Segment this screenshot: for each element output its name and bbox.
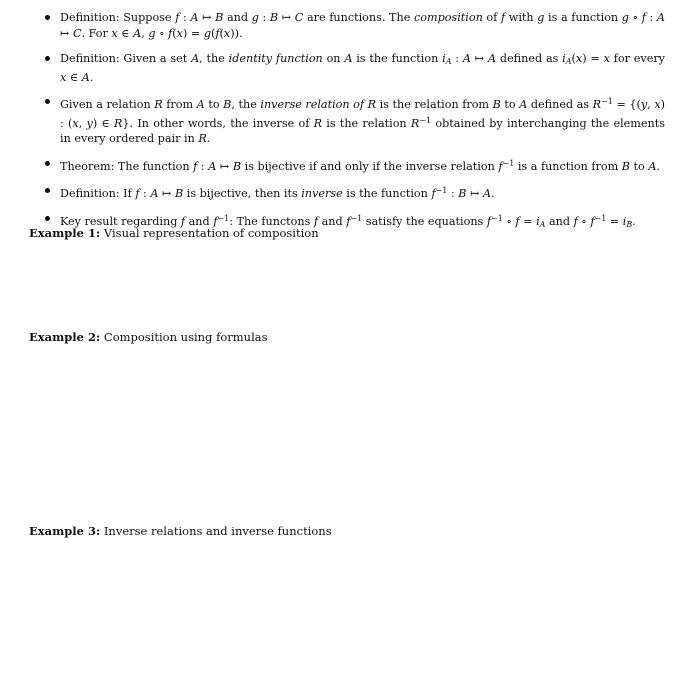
item-label: Definition: (60, 11, 120, 24)
list-item: Definition: Given a set A, the identity function on A is the function $i_A$ : A ↦ A defined as $i_A(x) = x$ for every x ∈ A. (50, 51, 665, 85)
definitions-list (50, 10, 665, 241)
item-label: Definition: (60, 52, 120, 65)
list-item: Definition: Suppose f : A ↦ B and g : B ↦ C are functions. The composition of f with g is a function g ∘ f : A ↦ C. For x ∈ A, g ∘ f(x) = g(f(x)). (50, 10, 665, 41)
list-item: Key result regarding f and $f^{-1}$: The functons f and $f^{-1}$ satisfy the equations $f^{-1}$ ∘ $f = i_A$ and f ∘ $f^{-1} = i_B$. (50, 211, 665, 233)
list-item: Theorem: The function f : A ↦ B is bijective if and only if the inverse relation $f^{-1}$ is a function from B to A. (50, 156, 665, 175)
list-item: Given a relation R from A to B, the inverse relation of R is the relation from B to A defined as $R^{-1} = \{(y$, x) : (x, y) ∈ R}. In other words, the inverse of R is the relation $R^{-1}$ obtained by interchanging the elements in every ordered pair in R. (50, 94, 665, 147)
bullet-dot-icon (45, 56, 50, 61)
bullet-dot-icon (45, 99, 50, 104)
example-2-heading: Example 2: Composition using formulas (29, 330, 268, 344)
list-item: Definition: If f : A ↦ B is bijective, then its inverse is the function $f^{-1}$ : B ↦ A. (50, 183, 665, 202)
example-title: Inverse relations and inverse functions (103, 524, 332, 538)
example-1-heading: Example 1: Visual representation of composition (29, 226, 319, 240)
bullet-dot-icon (45, 15, 50, 20)
example-title: Visual representation of composition (103, 226, 319, 240)
bullet-dot-icon (45, 188, 50, 193)
item-label: Definition: (60, 187, 120, 200)
example-label: Example 3 (29, 524, 96, 538)
bullet-dot-icon (45, 216, 50, 221)
example-label: Example 1 (29, 226, 96, 240)
item-label: Theorem: (60, 159, 115, 173)
bullet-dot-icon (45, 161, 50, 166)
example-title: Composition using formulas (103, 330, 268, 344)
example-3-heading: Example 3: Inverse relations and inverse functions (29, 524, 332, 538)
example-label: Example 2 (29, 330, 96, 344)
